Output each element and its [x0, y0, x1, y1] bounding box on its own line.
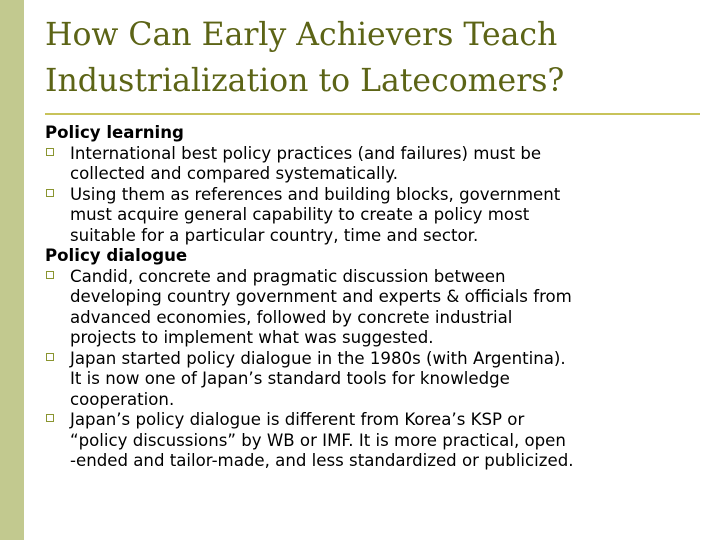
square-bullet-icon [46, 414, 54, 422]
bullet-item [45, 144, 710, 185]
bullet-text-line: cooperation. [70, 389, 175, 409]
section-heading-policy-dialogue: Policy dialogue [45, 246, 188, 265]
square-bullet-icon [46, 189, 54, 197]
bullet-text-line: -ended and tailor-made, and less standardized or publicized. [70, 451, 574, 470]
slide-title-line-2: Industrialization to Latecomers? [45, 63, 565, 99]
bullet-text-line: developing country government and experts & officials from [70, 287, 572, 306]
bullet-text-line: suitable for a particular country, time and sector. [70, 225, 479, 245]
bullet-text-line: must acquire general capability to create a policy most [70, 205, 530, 224]
bullet-text-line: Using them as references and building blocks, government [70, 184, 561, 204]
bullet-item [45, 185, 710, 247]
slide-title [45, 12, 705, 104]
slide-body [45, 123, 710, 472]
bullet-text-line: projects to implement what was suggested. [70, 328, 434, 347]
bullet-text-line: Japan’s policy dialogue is different from Korea’s KSP or [70, 410, 525, 429]
bullet-item [45, 267, 710, 349]
left-accent-bar [0, 0, 24, 540]
bullet-text-line: collected and compared systematically. [70, 164, 398, 183]
square-bullet-icon [46, 353, 54, 361]
slide-title-line-1: How Can Early Achievers Teach [45, 17, 558, 53]
title-divider [45, 113, 700, 115]
bullet-item [45, 349, 710, 411]
bullet-text-line: It is now one of Japan’s standard tools for knowledge [70, 369, 510, 388]
section-heading-policy-learning: Policy learning [45, 123, 184, 142]
square-bullet-icon [46, 271, 54, 279]
bullet-text-line: advanced economies, followed by concrete industrial [70, 307, 513, 327]
bullet-text-line: Candid, concrete and pragmatic discussion between [70, 266, 506, 286]
square-bullet-icon [46, 148, 54, 156]
bullet-item [45, 410, 710, 472]
bullet-text-line: “policy discussions” by WB or IMF. It is more practical, open [70, 430, 566, 450]
bullet-text-line: Japan started policy dialogue in the 1980s (with Argentina). [70, 348, 566, 368]
bullet-text-line: International best policy practices (and failures) must be [70, 143, 542, 163]
